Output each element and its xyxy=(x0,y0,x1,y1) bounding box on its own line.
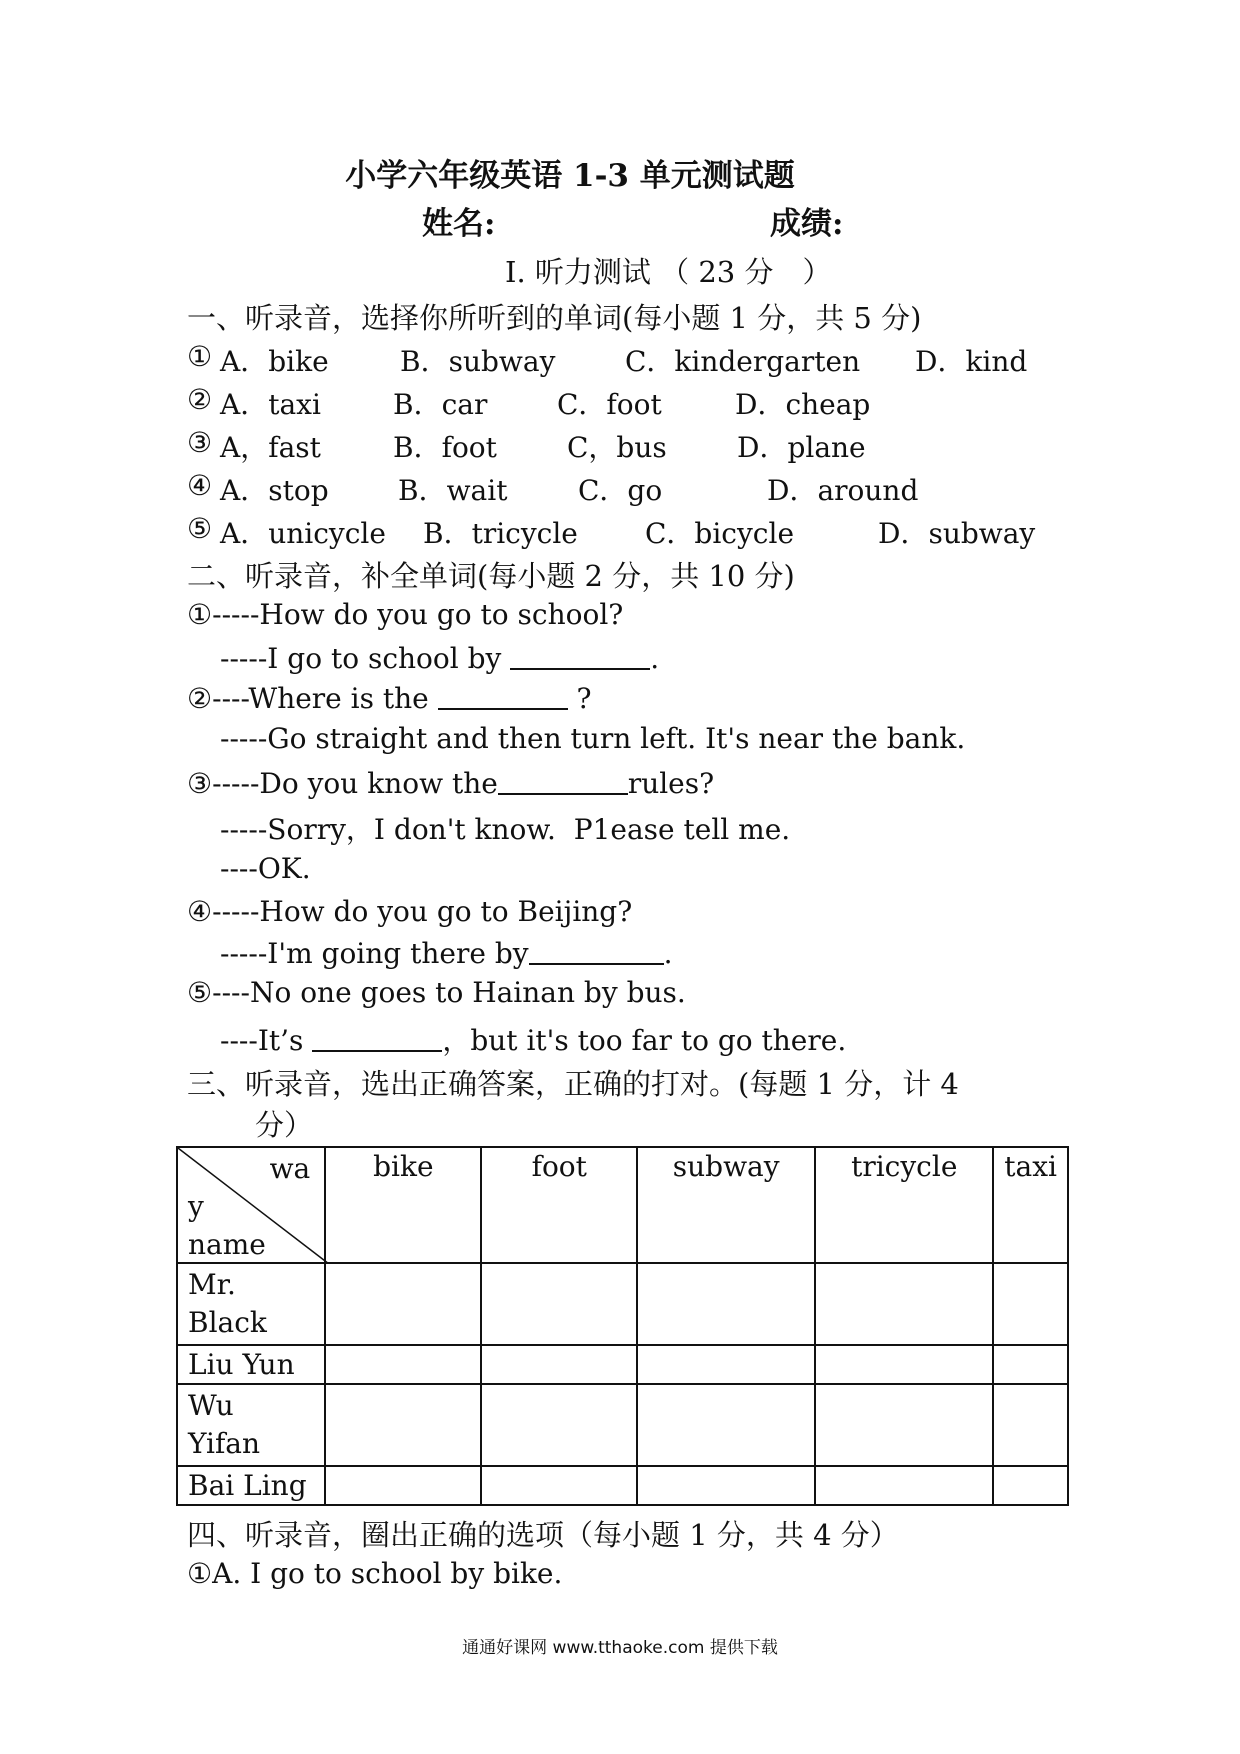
corner-label-bottom: name xyxy=(188,1228,266,1261)
question-line: ②----Where is the ? xyxy=(187,682,592,715)
question-line: ①-----How do you go to school? xyxy=(187,598,624,631)
option-a: A．taxi xyxy=(220,388,321,421)
column-header: foot xyxy=(481,1147,637,1263)
option-a: A．stop xyxy=(220,474,329,507)
answer-cell[interactable] xyxy=(325,1466,481,1505)
section1-heading: 一、听录音，选择你所听到的单词(每小题 1 分，共 5 分) xyxy=(187,301,922,335)
option-c: C，bus xyxy=(567,431,667,464)
option-b: B．wait xyxy=(398,474,508,507)
row-number: ⑤ xyxy=(187,512,213,545)
answer-cell[interactable] xyxy=(993,1345,1068,1384)
answer-cell[interactable] xyxy=(637,1345,815,1384)
footer-credit: 通通好课网 www.tthaoke.com 提供下载 xyxy=(462,1638,778,1658)
table-row xyxy=(177,1263,1068,1345)
column-header: subway xyxy=(637,1147,815,1263)
score-label: 成绩: xyxy=(770,206,844,242)
option-d: D．around xyxy=(767,474,919,507)
answer-cell[interactable] xyxy=(815,1466,993,1505)
section3-heading-cont: 分） xyxy=(255,1108,314,1142)
answer-blank[interactable] xyxy=(438,680,568,710)
answer-table xyxy=(176,1146,1069,1506)
part-heading: I. 听力测试 （ 23 分 ） xyxy=(505,255,832,289)
corner-label-top: wa xyxy=(269,1152,311,1185)
answer-cell[interactable] xyxy=(637,1263,815,1345)
answer-cell[interactable] xyxy=(993,1466,1068,1505)
option-c: C．kindergarten xyxy=(625,345,861,378)
table-corner-cell xyxy=(177,1147,325,1263)
answer-cell[interactable] xyxy=(481,1345,637,1384)
question-line: ⑤----No one goes to Hainan by bus. xyxy=(187,976,686,1009)
question-line: ①A. I go to school by bike. xyxy=(187,1557,563,1590)
row-number: ④ xyxy=(187,469,213,502)
answer-cell[interactable] xyxy=(637,1466,815,1505)
section4-heading: 四、听录音，圈出正确的选项（每小题 1 分，共 4 分） xyxy=(187,1518,899,1552)
row-header: Mr. Black xyxy=(177,1263,325,1345)
option-c: C．go xyxy=(578,474,663,507)
answer-cell[interactable] xyxy=(993,1263,1068,1345)
column-header: bike xyxy=(325,1147,481,1263)
option-d: D．subway xyxy=(878,517,1036,550)
row-number: ① xyxy=(187,340,213,373)
row-header: Liu Yun xyxy=(177,1345,325,1384)
corner-label-mid: y xyxy=(188,1190,204,1223)
option-a: A．unicycle xyxy=(220,517,386,550)
option-a: A，fast xyxy=(220,431,321,464)
answer-cell[interactable] xyxy=(325,1263,481,1345)
column-header: tricycle xyxy=(815,1147,993,1263)
answer-cell[interactable] xyxy=(325,1384,481,1466)
question-line: -----Sorry，I don't know. P1ease tell me. xyxy=(220,813,791,846)
table-row xyxy=(177,1466,1068,1505)
option-a: A．bike xyxy=(220,345,329,378)
question-line: ③-----Do you know the rules? xyxy=(187,767,715,800)
row-header: Wu Yifan xyxy=(177,1384,325,1466)
answer-blank[interactable] xyxy=(312,1022,442,1052)
option-b: B．car xyxy=(393,388,488,421)
answer-cell[interactable] xyxy=(325,1345,481,1384)
option-d: D．kind xyxy=(915,345,1028,378)
question-line: ④-----How do you go to Beijing? xyxy=(187,895,633,928)
question-line: -----I go to school by . xyxy=(220,642,660,675)
table-row xyxy=(177,1384,1068,1466)
section2-heading: 二、听录音，补全单词(每小题 2 分，共 10 分) xyxy=(187,559,795,593)
table-row xyxy=(177,1345,1068,1384)
option-c: C．foot xyxy=(557,388,662,421)
answer-cell[interactable] xyxy=(815,1384,993,1466)
page-title: 小学六年级英语 1-3 单元测试题 xyxy=(345,158,795,194)
answer-cell[interactable] xyxy=(815,1263,993,1345)
option-c: C．bicycle xyxy=(645,517,795,550)
answer-cell[interactable] xyxy=(637,1384,815,1466)
row-number: ③ xyxy=(187,426,213,459)
option-b: B．subway xyxy=(400,345,556,378)
option-d: D．plane xyxy=(737,431,866,464)
column-header: taxi xyxy=(993,1147,1068,1263)
answer-blank[interactable] xyxy=(529,935,664,965)
option-b: B．tricycle xyxy=(423,517,578,550)
option-b: B．foot xyxy=(393,431,497,464)
answer-cell[interactable] xyxy=(815,1345,993,1384)
answer-cell[interactable] xyxy=(993,1384,1068,1466)
option-d: D．cheap xyxy=(735,388,871,421)
answer-cell[interactable] xyxy=(481,1384,637,1466)
answer-blank[interactable] xyxy=(498,765,628,795)
question-line: -----I'm going there by . xyxy=(220,937,673,970)
row-header: Bai Ling xyxy=(177,1466,325,1505)
answer-cell[interactable] xyxy=(481,1263,637,1345)
section3-heading: 三、听录音，选出正确答案，正确的打对。(每题 1 分，计 4 xyxy=(187,1067,959,1101)
row-number: ② xyxy=(187,383,213,416)
question-line: ----OK. xyxy=(220,852,311,885)
answer-blank[interactable] xyxy=(510,640,650,670)
name-label: 姓名: xyxy=(422,206,496,242)
answer-cell[interactable] xyxy=(481,1466,637,1505)
question-line: ----It’s ，but it's too far to go there. xyxy=(220,1024,847,1057)
question-line: -----Go straight and then turn left. It's near the bank. xyxy=(220,722,966,755)
